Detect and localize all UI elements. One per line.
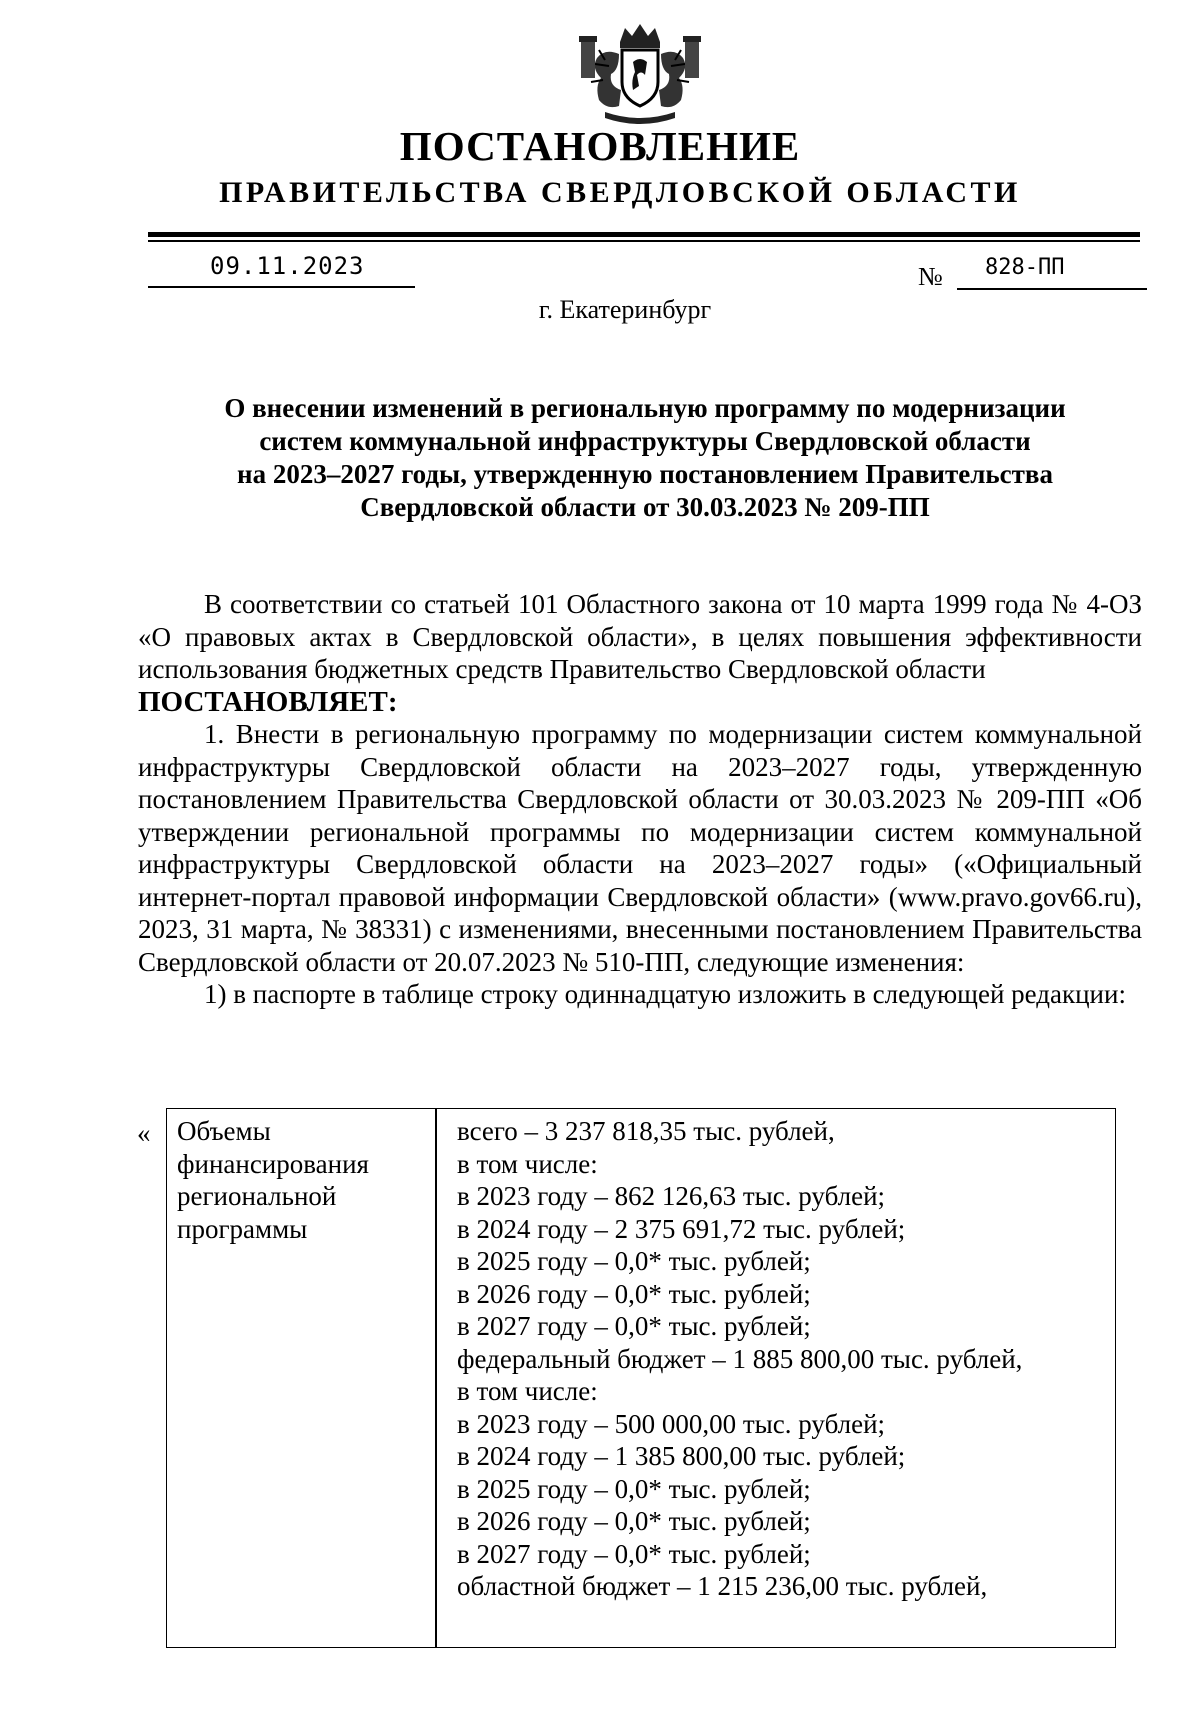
- label-line: региональной: [177, 1181, 337, 1211]
- city-name: г. Екатеринбург: [538, 295, 712, 324]
- value-line: в 2027 году – 0,0* тыс. рублей;: [457, 1311, 811, 1341]
- document-type-title: ПОСТАНОВЛЕНИЕ: [399, 123, 801, 169]
- value-line: в 2024 году – 1 385 800,00 тыс. рублей;: [457, 1441, 906, 1471]
- value-line: в 2026 году – 0,0* тыс. рублей;: [457, 1278, 811, 1309]
- value-line: в том числе:: [457, 1148, 598, 1179]
- label-line: программы: [177, 1213, 308, 1244]
- value-line: всего – 3 237 818,35 тыс. рублей,: [457, 1116, 835, 1146]
- coat-of-arms-emblem: [575, 20, 705, 130]
- item-1-1-paragraph: 1) в паспорте в таблице строку одиннадцатую изложить в следующей редакции:: [204, 979, 1126, 1009]
- label-line: Объемы: [177, 1116, 271, 1146]
- value-line: в 2026 году – 0,0* тыс. рублей;: [457, 1506, 811, 1536]
- value-line: в 2025 году – 0,0* тыс. рублей;: [457, 1473, 811, 1504]
- value-line: областной бюджет – 1 215 236,00 тыс. рублей,: [457, 1571, 988, 1601]
- heading-line: систем коммунальной инфраструктуры Свердловской области: [259, 426, 1031, 456]
- number-sign: №: [918, 262, 943, 291]
- date-underline: [148, 286, 415, 288]
- value-line: в 2027 году – 0,0* тыс. рублей;: [457, 1538, 811, 1569]
- header-rule-thin: [148, 240, 1140, 242]
- heading-line: Свердловской области от 30.03.2023 № 209-ПП: [360, 492, 930, 522]
- issuer-subtitle: ПРАВИТЕЛЬСТВА СВЕРДЛОВСКОЙ ОБЛАСТИ: [219, 176, 1021, 209]
- value-line: в 2024 году – 2 375 691,72 тыс. рублей;: [457, 1213, 906, 1244]
- table-column-divider: [435, 1109, 437, 1647]
- financing-row-label: [177, 1115, 427, 1245]
- header-rule-thick: [148, 232, 1140, 237]
- heading-line: О внесении изменений в региональную программу по модернизации: [224, 393, 1066, 423]
- opening-quote-mark: «: [137, 1118, 151, 1148]
- financing-table: [166, 1108, 1116, 1648]
- heading-line: на 2023–2027 годы, утвержденную постановлением Правительства: [237, 459, 1053, 489]
- value-line: в 2023 году – 500 000,00 тыс. рублей;: [457, 1408, 886, 1439]
- value-line: в том числе:: [457, 1376, 598, 1406]
- decree-word: ПОСТАНОВЛЯЕТ:: [138, 685, 398, 718]
- document-date: 09.11.2023: [210, 252, 365, 280]
- value-line: в 2023 году – 862 126,63 тыс. рублей;: [457, 1181, 886, 1211]
- value-line: в 2025 году – 0,0* тыс. рублей;: [457, 1246, 811, 1276]
- number-underline: [957, 288, 1147, 290]
- document-body: [138, 588, 1142, 1011]
- preamble-paragraph: В соответствии со статьей 101 Областного закона от 10 марта 1999 года № 4-ОЗ «О правовых актах в Свердловской области», в целях повышения эффективности использования бюджетных средств Правительство Свердловской области: [138, 589, 1142, 684]
- document-number: 828-ПП: [985, 255, 1065, 280]
- value-line: федеральный бюджет – 1 885 800,00 тыс. рублей,: [457, 1343, 1023, 1374]
- document-heading: [180, 392, 1110, 524]
- label-line: финансирования: [177, 1148, 369, 1179]
- item-1-paragraph: 1. Внести в региональную программу по модернизации систем коммунальной инфраструктуры Свердловской области на 2023–2027 годы, утвержденную постановлением Правительства Свердловской области от 30.03.2023 № 209-ПП «Об утверждении региональной программы по модернизации систем коммунальной инфраструктуры Свердловской области на 2023–2027 годы» («Официальный интернет-портал правовой информации Свердловской области» (www.pravo.gov66.ru), 2023, 31 марта, № 38331) с изменениями, внесенными постановлением Правительства Свердловской области от 20.07.2023 № 510-ПП, следующие изменения:: [138, 719, 1142, 977]
- financing-values: [457, 1115, 1107, 1603]
